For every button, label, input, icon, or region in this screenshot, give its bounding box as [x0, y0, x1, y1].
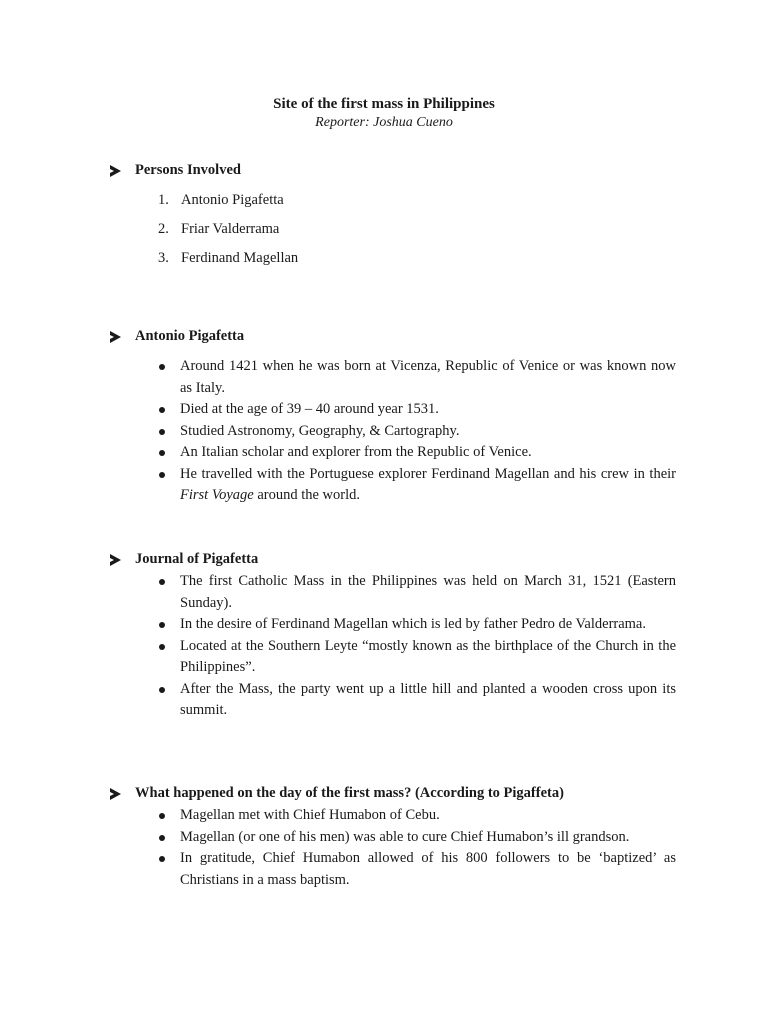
bullet-icon	[159, 644, 165, 650]
bullet-icon	[159, 835, 165, 841]
list-item	[110, 244, 690, 273]
list-item-text: Died at the age of 39 – 40 around year 1531.	[180, 401, 439, 417]
bullet-icon	[159, 407, 165, 413]
bullet-icon	[159, 579, 165, 585]
section-heading-label: Persons Involved	[135, 162, 241, 179]
list-item-text: Studied Astronomy, Geography, & Cartography.	[180, 422, 460, 439]
bullet-icon	[159, 687, 165, 693]
list-item-text-part: around the world.	[253, 487, 361, 503]
arrow-bullet-icon	[110, 554, 121, 566]
list-item-text: In gratitude, Chief Humabon allowed of his 800 followers to be ‘baptized’ as Christians in a mass baptism.	[180, 850, 676, 888]
list-number: 1.	[158, 192, 169, 208]
list-item	[110, 679, 676, 722]
bullet-icon	[159, 472, 165, 478]
list-item-text: Ferdinand Magellan	[181, 250, 299, 266]
bullet-icon	[159, 856, 165, 862]
list-item-text: Friar Valderrama	[181, 221, 280, 237]
list-item-text: Antonio Pigafetta	[181, 192, 284, 208]
list-item-text-part: He travelled with the Portuguese explorer Ferdinand Magellan and his crew in their	[180, 465, 676, 482]
list-number: 3.	[158, 250, 169, 266]
bullet-icon	[159, 813, 165, 819]
journal-list	[110, 571, 690, 722]
section-persons-involved	[110, 160, 690, 273]
happened-list	[110, 805, 690, 891]
bullet-icon	[159, 450, 165, 456]
list-item	[110, 636, 676, 679]
document-title: Site of the first mass in Philippines	[273, 96, 495, 112]
list-item-text-italic: First Voyage	[180, 487, 254, 503]
reporter-line: Reporter: Joshua Cueno	[315, 115, 453, 130]
list-item	[110, 848, 676, 891]
list-item-text: Magellan (or one of his men) was able to cure Chief Humabon’s ill grandson.	[180, 828, 630, 845]
list-item	[110, 464, 676, 507]
list-item-text: The first Catholic Mass in the Philippines was held on March 31, 1521 (Eastern Sunday).	[180, 573, 676, 611]
list-item	[110, 614, 676, 636]
list-number: 2.	[158, 221, 169, 237]
list-item	[110, 827, 676, 849]
section-journal-of-pigafetta	[110, 549, 690, 722]
arrow-bullet-icon	[110, 331, 121, 343]
list-item-text: In the desire of Ferdinand Magellan which is led by father Pedro de Valderrama.	[180, 616, 646, 632]
list-item	[110, 356, 676, 399]
list-item	[110, 421, 676, 443]
section-heading	[110, 549, 690, 571]
list-item	[110, 186, 690, 215]
pigafetta-list	[110, 356, 690, 507]
section-heading-label: Journal of Pigafetta	[135, 551, 259, 568]
persons-list	[110, 186, 690, 273]
list-item	[110, 442, 676, 464]
list-item	[110, 571, 676, 614]
section-heading-label: Antonio Pigafetta	[135, 328, 245, 345]
list-item	[110, 805, 676, 827]
bullet-icon	[159, 622, 165, 628]
list-item	[110, 215, 690, 244]
section-heading	[110, 783, 690, 805]
section-heading	[110, 326, 690, 348]
bullet-icon	[159, 429, 165, 435]
bullet-icon	[159, 364, 165, 370]
list-item-text: Located at the Southern Leyte “mostly known as the birthplace of the Church in the Philippines”.	[180, 637, 676, 675]
list-item-text: After the Mass, the party went up a little hill and planted a wooden cross upon its summit.	[180, 680, 676, 718]
section-what-happened	[110, 783, 690, 891]
section-heading	[110, 160, 690, 182]
arrow-bullet-icon	[110, 788, 121, 800]
section-heading-label: What happened on the day of the first mass? (According to Pigaffeta)	[135, 785, 564, 802]
arrow-bullet-icon	[110, 165, 121, 177]
list-item-text: An Italian scholar and explorer from the Republic of Venice.	[180, 444, 532, 460]
list-item-text: Magellan met with Chief Humabon of Cebu.	[180, 807, 440, 823]
list-item	[110, 399, 676, 421]
section-antonio-pigafetta	[110, 326, 690, 507]
list-item-text: Around 1421 when he was born at Vicenza, Republic of Venice or was known now as Italy.	[180, 358, 676, 396]
